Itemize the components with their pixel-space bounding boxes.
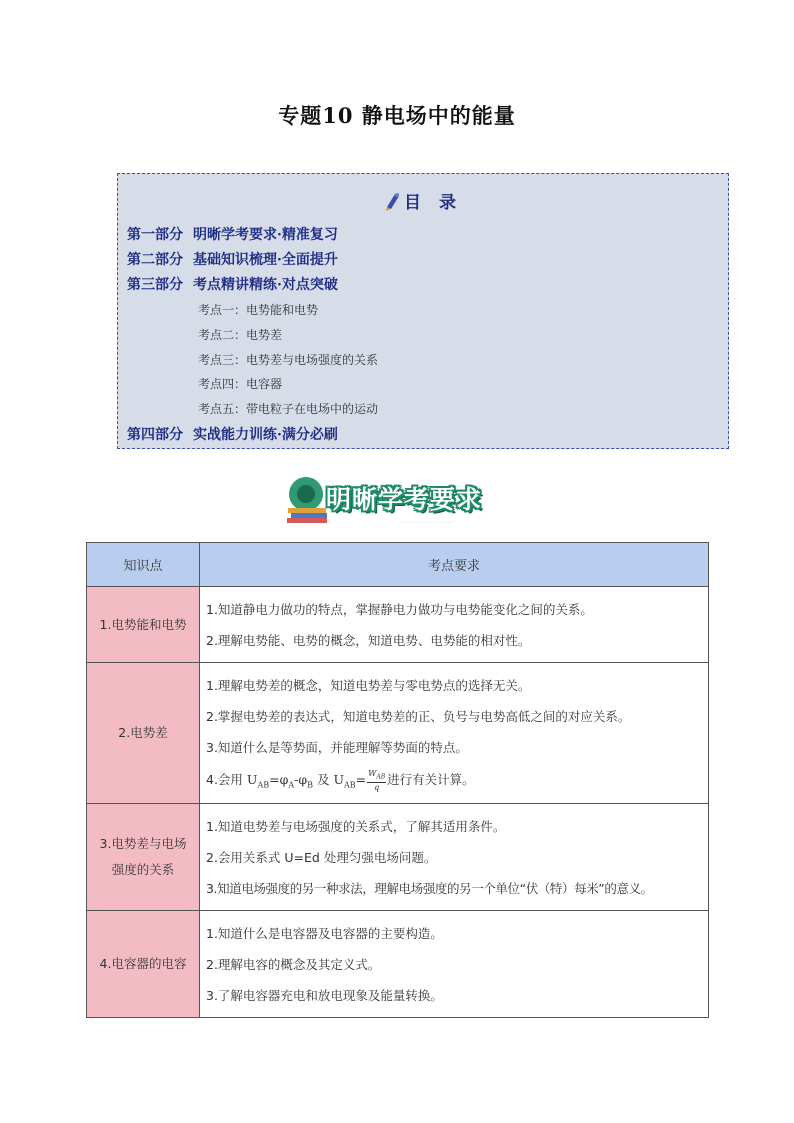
- requirement-item: 2.理解电势能、电势的概念，知道电势、电势能的相对性。: [206, 633, 531, 648]
- toc-sub-1[interactable]: 考点一：电势能和电势: [198, 303, 319, 317]
- requirement-item: 3.知道什么是等势面，并能理解等势面的特点。: [206, 740, 468, 755]
- toc-heading: 目 录: [118, 188, 728, 213]
- requirements-cell: [200, 663, 709, 804]
- toc-part-4[interactable]: 第四部分 实战能力训练·满分必刷: [127, 427, 338, 443]
- table-of-contents: [117, 173, 729, 449]
- book-stack-icon: [284, 474, 332, 524]
- header-requirements: 考点要求: [200, 543, 709, 587]
- table-row: [87, 663, 709, 804]
- requirement-item: 3.了解电容器充电和放电现象及能量转换。: [206, 988, 443, 1003]
- requirement-item: 1.知道电势差与电场强度的关系式，了解其适用条件。: [206, 819, 506, 834]
- requirements-cell: [200, 804, 709, 911]
- topic-cell: 3.电势差与电场 强度的关系: [87, 804, 200, 911]
- requirement-item: 1.知道静电力做功的特点，掌握静电力做功与电势能变化之间的关系。: [206, 602, 593, 617]
- table-header-row: [87, 543, 709, 587]
- requirement-item-formula: 4.会用 $U_{AB}=\varphi_A-\varphi_B$ 及 $U_{AB}=$ $\frac{W_{AB}}{q}$ 进行有关计算。: [206, 769, 475, 792]
- requirement-item: 1.知道什么是电容器及电容器的主要构造。: [206, 926, 443, 941]
- requirements-cell: [200, 911, 709, 1018]
- requirements-cell: [200, 587, 709, 663]
- topic-cell: 4.电容器的电容: [87, 911, 200, 1018]
- requirement-item: 2.理解电容的概念及其定义式。: [206, 957, 381, 972]
- requirements-table: [86, 542, 709, 1018]
- toc-sub-3[interactable]: 考点三：电势差与电场强度的关系: [198, 353, 379, 367]
- section-banner: [284, 474, 528, 526]
- topic-cell: 2.电势差: [87, 663, 200, 804]
- page-title: 专题10 静电场中的能量: [278, 103, 516, 128]
- requirement-item: 3.知道电场强度的另一种求法，理解电场强度的另一个单位“伏（特）每米”的意义。: [206, 881, 653, 896]
- fraction: $\frac{W_{AB}}{q}$: [368, 769, 386, 792]
- table-row: [87, 804, 709, 911]
- requirement-item: 2.会用关系式 U=Ed 处理匀强电场问题。: [206, 850, 437, 865]
- table-row: [87, 911, 709, 1018]
- toc-part-1[interactable]: 第一部分 明晰学考要求·精准复习: [127, 227, 338, 243]
- banner-title: 明晰学考要求: [326, 485, 483, 514]
- toc-sub-5[interactable]: 考点五：带电粒子在电场中的运动: [198, 402, 379, 416]
- toc-sub-4[interactable]: 考点四：电容器: [198, 377, 283, 391]
- table-row: [87, 587, 709, 663]
- header-topic: 知识点: [87, 543, 200, 587]
- toc-sub-2[interactable]: 考点二：电势差: [198, 328, 283, 342]
- pen-icon: [384, 191, 402, 211]
- toc-part-3[interactable]: 第三部分 考点精讲精练·对点突破: [127, 277, 338, 293]
- banner-subtitle: · · · · · · · · · · · · · · · · · · · ·: [402, 520, 452, 525]
- requirement-item: 2.掌握电势差的表达式，知道电势差的正、负号与电势高低之间的对应关系。: [206, 709, 631, 724]
- requirement-item: 1.理解电势差的概念，知道电势差与零电势点的选择无关。: [206, 678, 531, 693]
- topic-cell: 1.电势能和电势: [87, 587, 200, 663]
- toc-part-2[interactable]: 第二部分 基础知识梳理·全面提升: [127, 252, 338, 268]
